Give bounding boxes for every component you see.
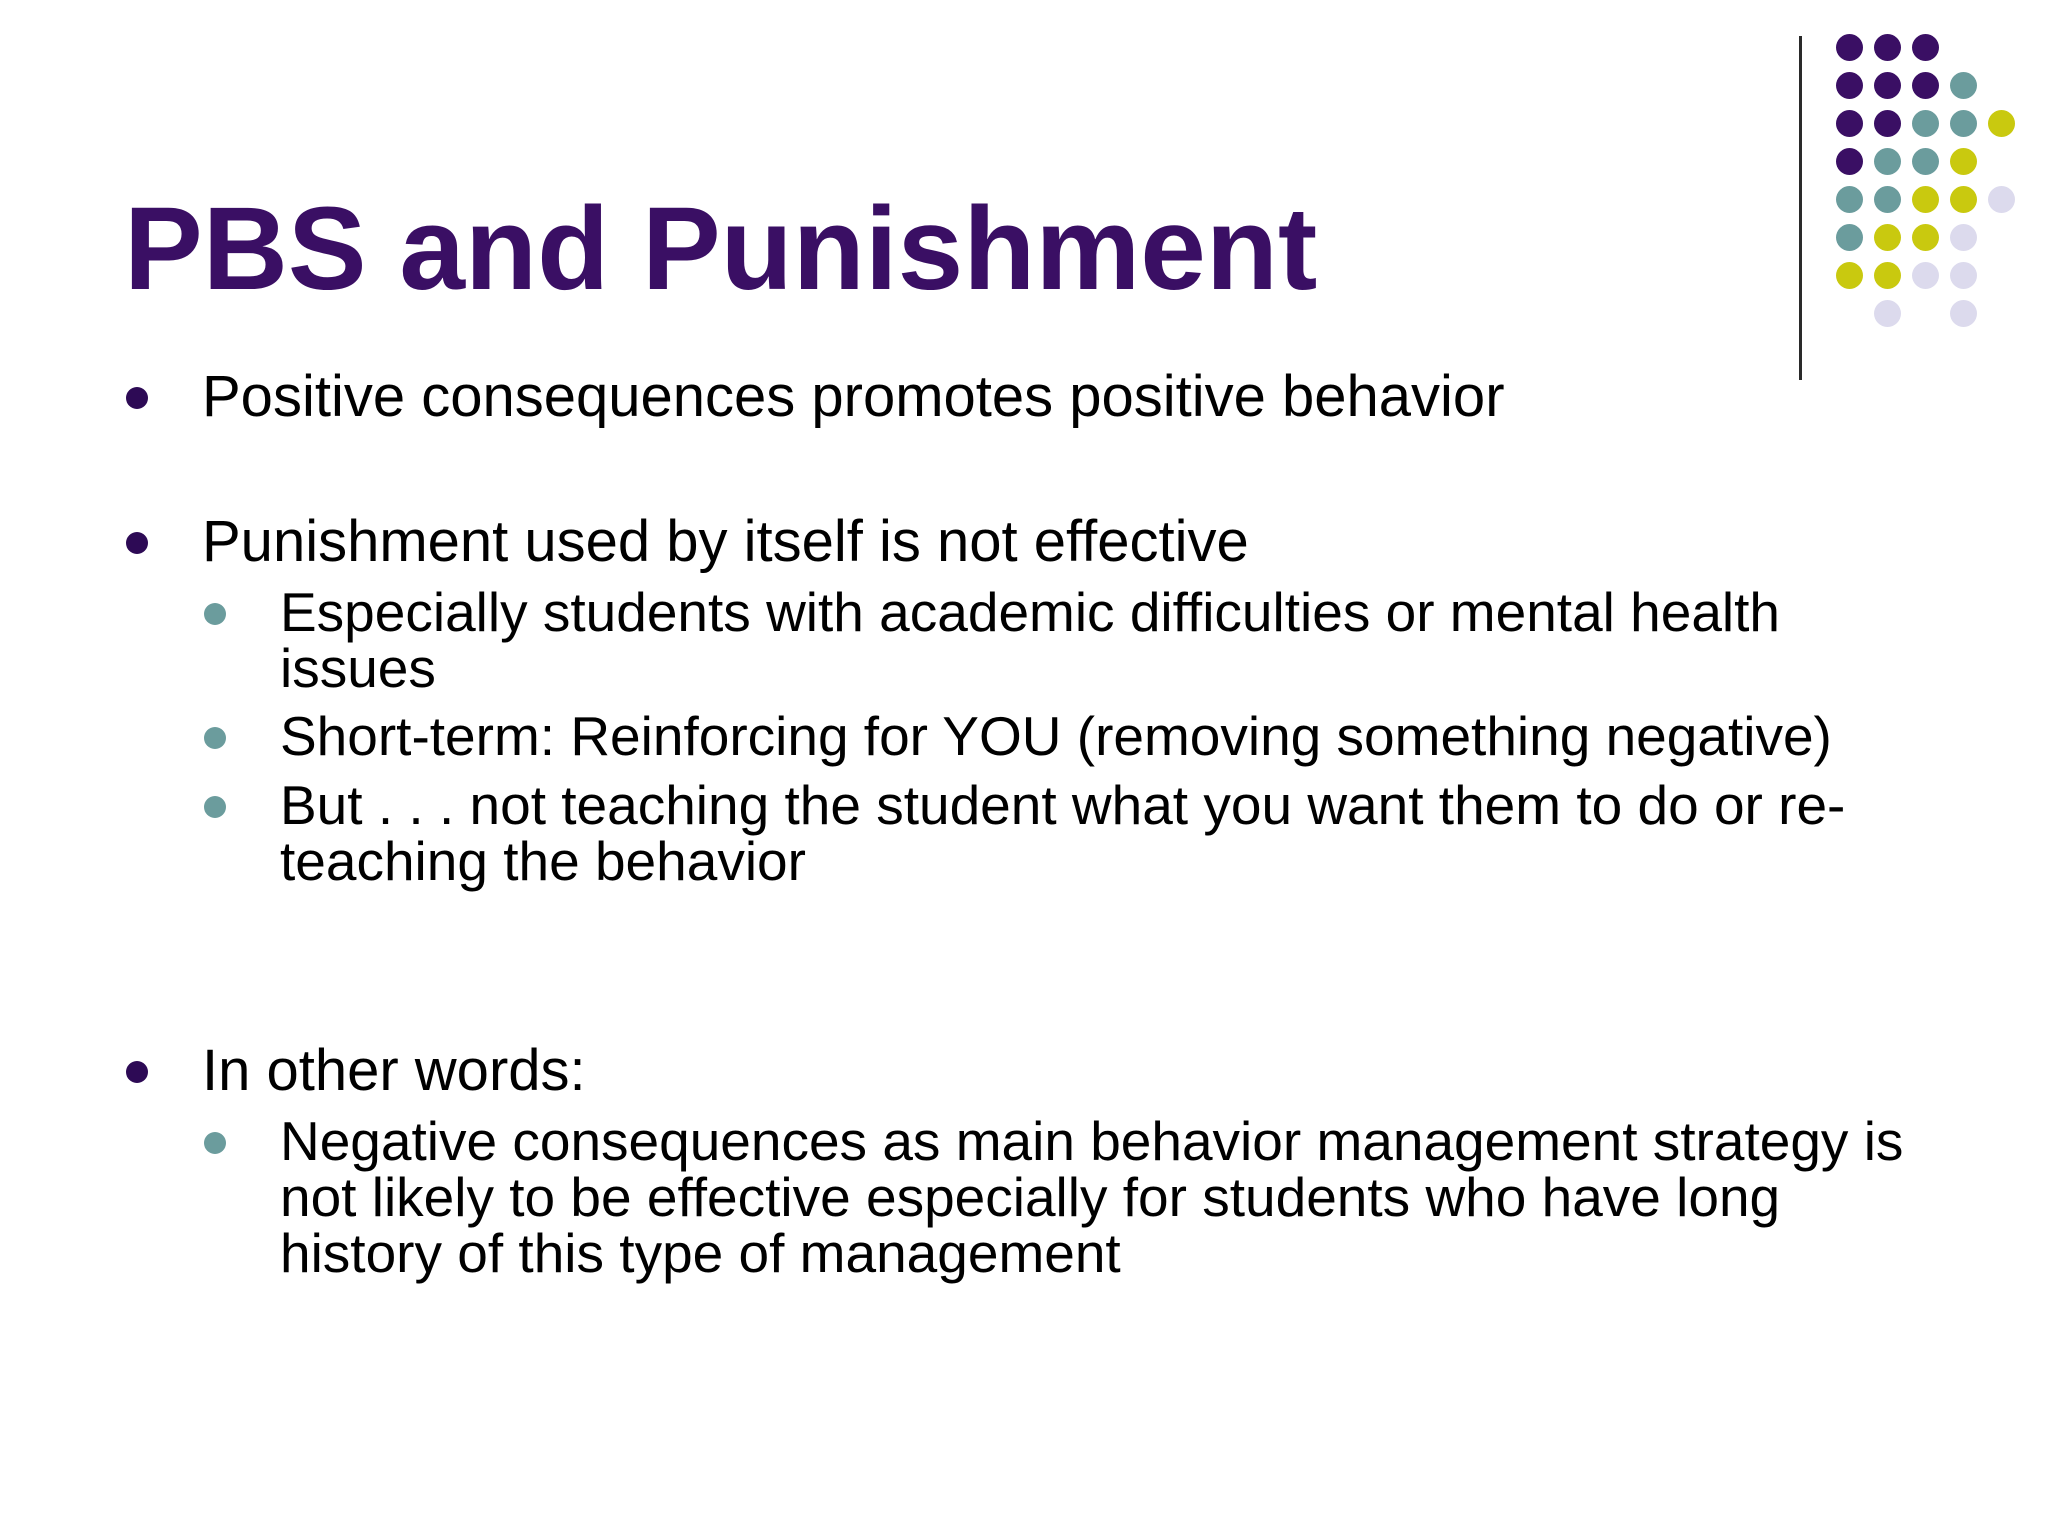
decorative-dot	[1874, 300, 1901, 327]
decorative-dot	[1874, 72, 1901, 99]
decorative-dot	[1836, 110, 1863, 137]
sub-bullet-text: Negative consequences as main behavior management strategy is not likely to be effective especially for students who have long history of this type of management	[280, 1110, 1904, 1284]
slide-title: PBS and Punishment	[124, 183, 1318, 315]
bullet-text: In other words:	[202, 1038, 586, 1103]
decorative-dot	[1912, 186, 1939, 213]
sub-bullet-text: Especially students with academic difficulties or mental health issues	[280, 581, 1781, 699]
bullet-marker-icon	[126, 387, 148, 409]
bullet-marker-icon	[126, 532, 148, 554]
decorative-dot	[1988, 110, 2015, 137]
decorative-dot	[1874, 186, 1901, 213]
decorative-dot	[1950, 262, 1977, 289]
decorative-dot	[1912, 148, 1939, 175]
decorative-dot	[1836, 148, 1863, 175]
sub-bullet-marker-icon	[204, 1132, 226, 1154]
decorative-dot	[1950, 72, 1977, 99]
decorative-dot	[1912, 110, 1939, 137]
decorative-dot	[1874, 224, 1901, 251]
decorative-dot	[1950, 300, 1977, 327]
decorative-dot	[1874, 262, 1901, 289]
decorative-dot	[1950, 148, 1977, 175]
decorative-dot	[1874, 110, 1901, 137]
sub-bullet-marker-icon	[204, 603, 226, 625]
decorative-dot	[1950, 186, 1977, 213]
bullet-marker-icon	[126, 1061, 148, 1083]
bullet-text: Punishment used by itself is not effective	[202, 509, 1249, 574]
bullet-text: Positive consequences promotes positive behavior	[202, 364, 1505, 429]
decorative-dot	[1912, 34, 1939, 61]
vertical-divider	[1799, 36, 1802, 380]
sub-bullet-marker-icon	[204, 796, 226, 818]
decorative-dot	[1912, 262, 1939, 289]
sub-bullet-text: Short-term: Reinforcing for YOU (removing something negative)	[280, 705, 1832, 767]
decorative-dot	[1836, 224, 1863, 251]
sub-bullet-text: But . . . not teaching the student what you want them to do or re-teaching the behavior	[280, 774, 1846, 892]
decorative-dot	[1950, 224, 1977, 251]
decorative-dot	[1836, 72, 1863, 99]
decorative-dot	[1874, 148, 1901, 175]
decorative-dot	[1836, 186, 1863, 213]
decorative-dot	[1836, 262, 1863, 289]
decorative-dot	[1836, 34, 1863, 61]
decorative-dot	[1874, 34, 1901, 61]
decorative-dot	[1988, 186, 2015, 213]
decorative-dot	[1912, 224, 1939, 251]
decorative-dot	[1950, 110, 1977, 137]
decorative-dot	[1912, 72, 1939, 99]
sub-bullet-marker-icon	[204, 727, 226, 749]
